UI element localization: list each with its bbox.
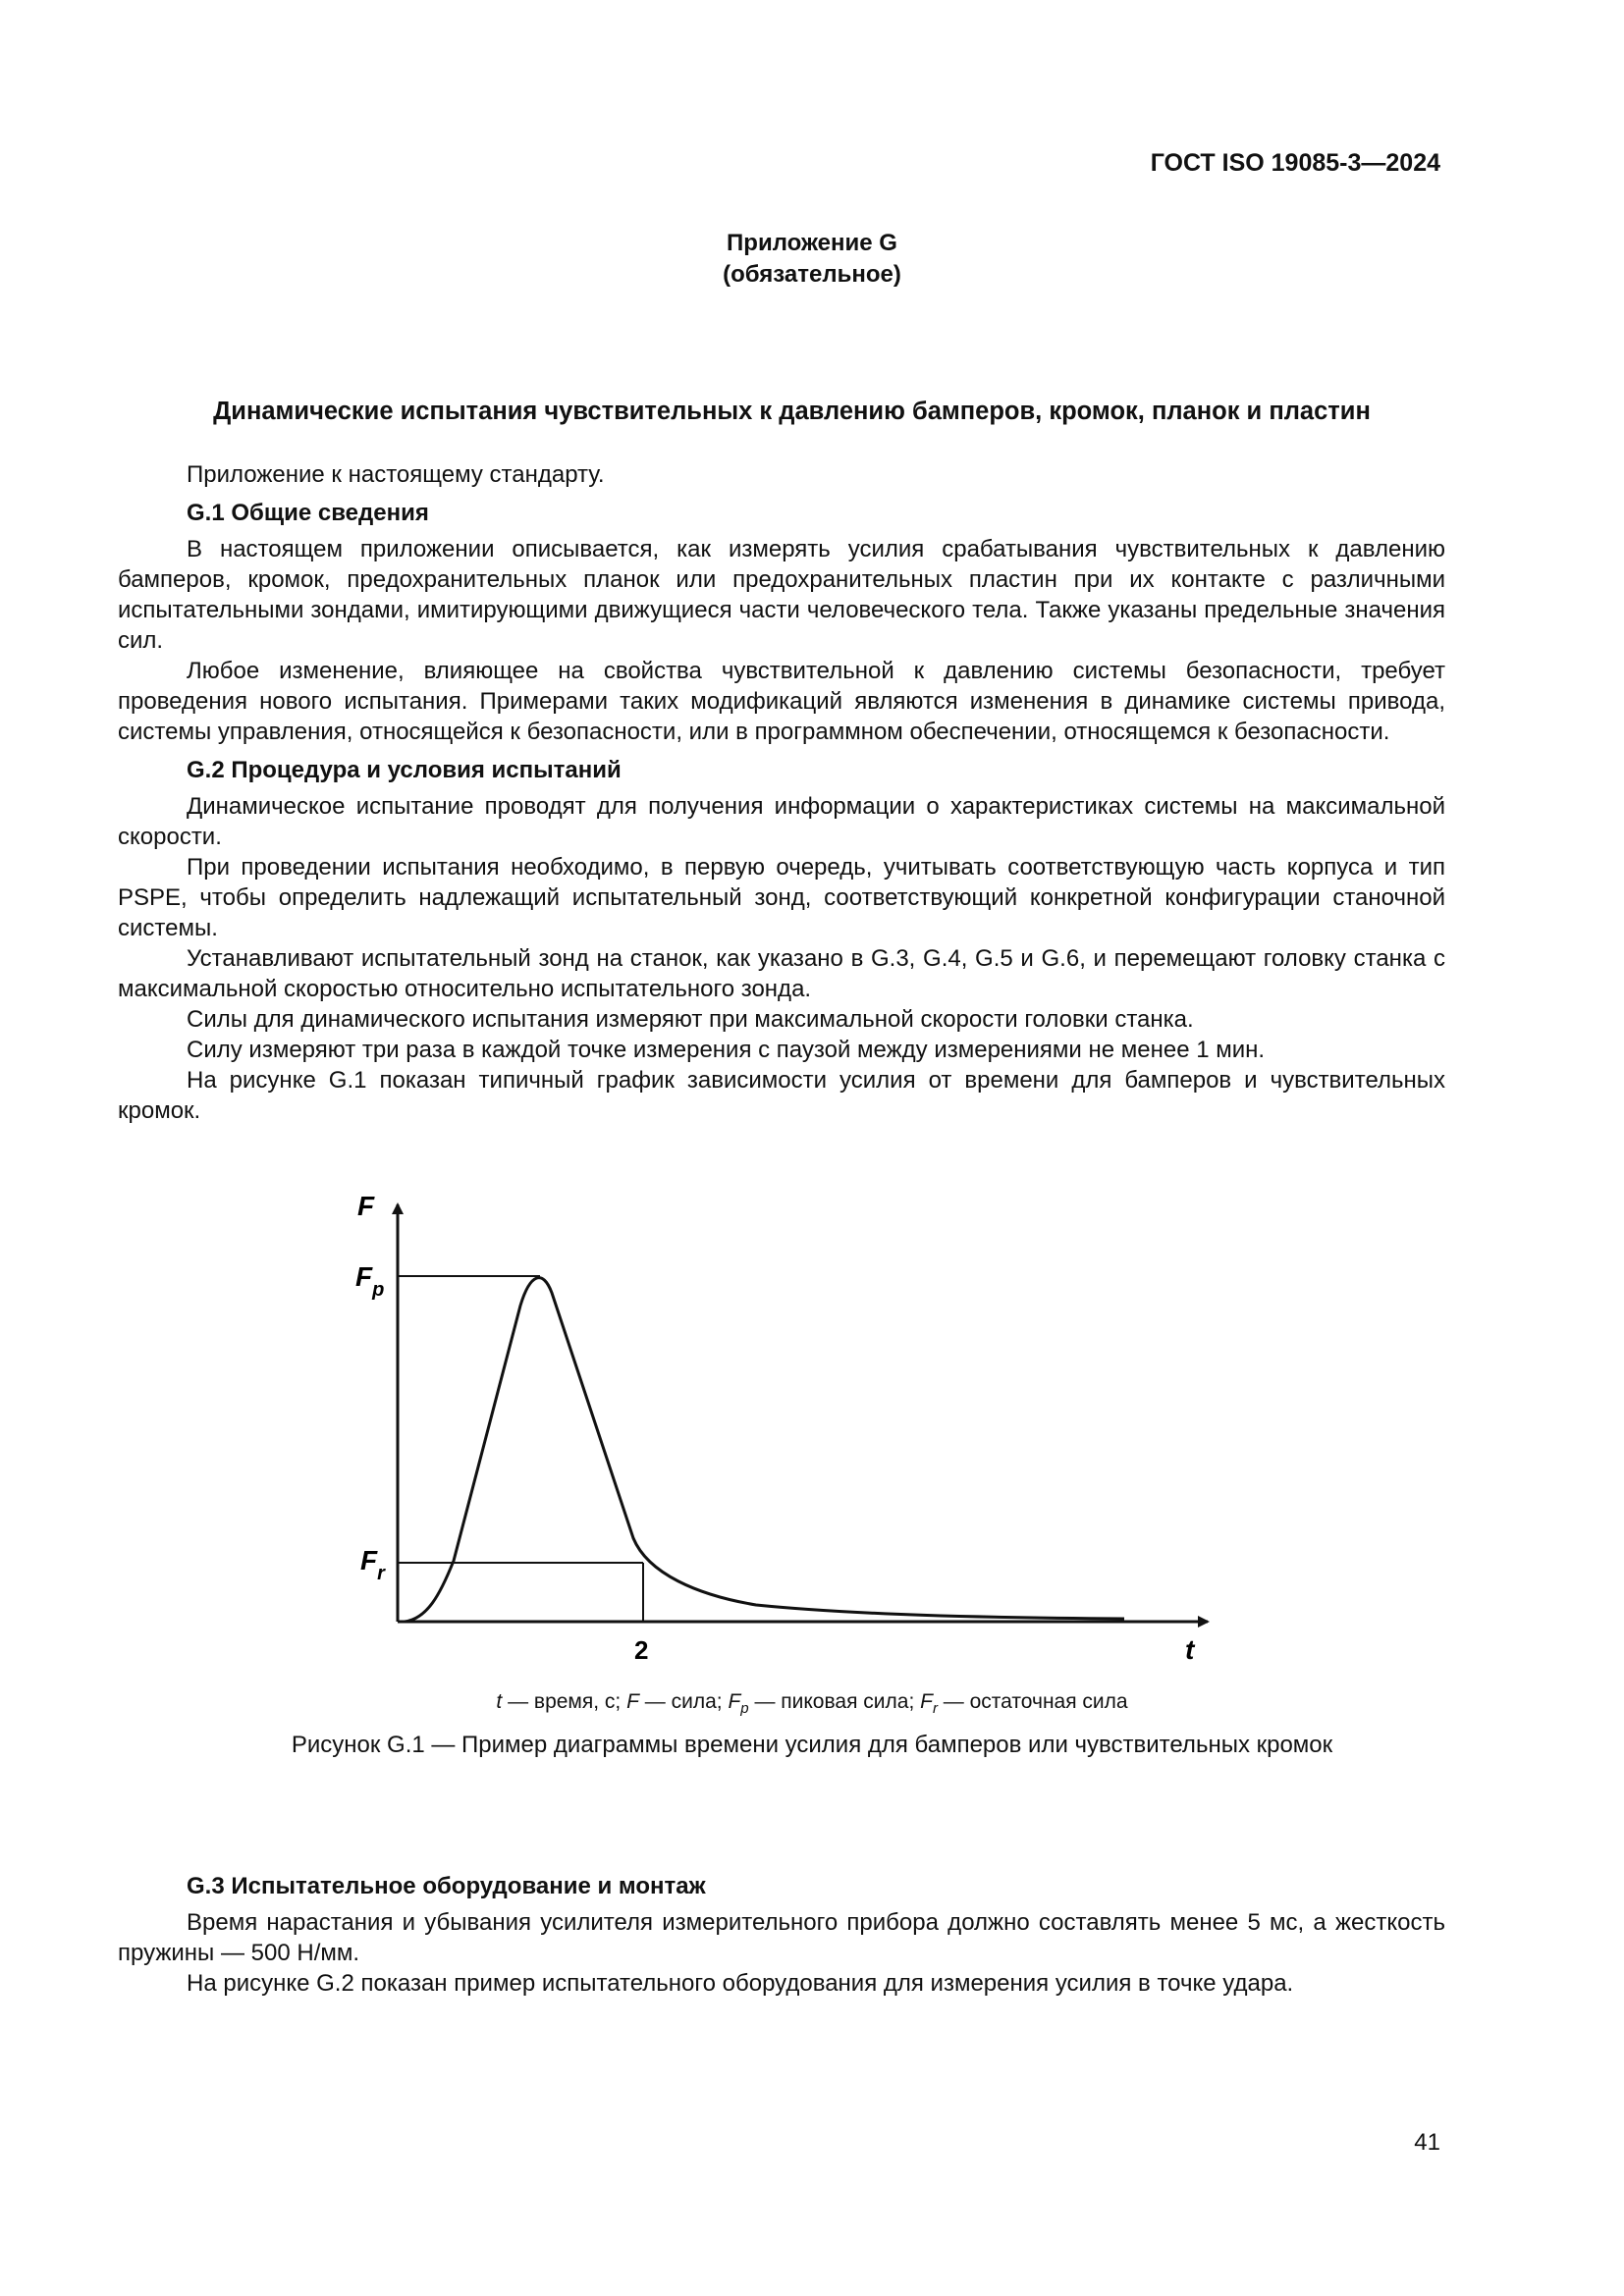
g2-heading: G.2 Процедура и условия испытаний bbox=[187, 757, 622, 783]
g2-paragraph-1: Динамическое испытание проводят для получения информации о характеристиках системы на максимальной скорости. bbox=[118, 793, 1445, 850]
g3-paragraph-1: Время нарастания и убывания усилителя измерительного прибора должно составлять менее 5 мс, а жесткость пружины — 500 Н/мм. bbox=[118, 1909, 1445, 1966]
key-fr-symbol: F bbox=[920, 1690, 933, 1713]
fp-label bbox=[355, 1261, 384, 1301]
fp-label-main: F bbox=[355, 1261, 373, 1292]
force-time-figure bbox=[344, 1183, 1227, 1693]
key-fp-sub: p bbox=[740, 1700, 749, 1718]
g2-paragraph-6: На рисунке G.1 показан типичный график зависимости усилия от времени для бамперов и чувствительных кромок. bbox=[118, 1067, 1445, 1124]
key-fp-text: — пиковая сила; bbox=[748, 1690, 921, 1713]
key-t-text: — время, с; bbox=[502, 1690, 627, 1713]
fr-label bbox=[360, 1545, 386, 1584]
annex-status: (обязательное) bbox=[723, 261, 901, 288]
fp-label-sub: p bbox=[372, 1279, 385, 1301]
g2-paragraph-3: Устанавливают испытательный зонд на станок, как указано в G.3, G.4, G.5 и G.6, и перемещают головку станка с максимальной скоростью относительно испытательного зонда. bbox=[118, 945, 1445, 1002]
standard-header: ГОСТ ISO 19085-3—2024 bbox=[1150, 149, 1440, 177]
key-t-symbol: t bbox=[496, 1690, 503, 1713]
body-block-2 bbox=[118, 1863, 1445, 1999]
intro-paragraph: Приложение к настоящему стандарту. bbox=[187, 461, 605, 488]
key-fr-sub: r bbox=[932, 1700, 938, 1718]
g3-paragraph-2: На рисунке G.2 показан пример испытательного оборудования для измерения усилия в точке удара. bbox=[187, 1970, 1294, 1997]
g2-paragraph-4: Силы для динамического испытания измеряют при максимальной скорости головки станка. bbox=[187, 1006, 1194, 1033]
g2-paragraph-2: При проведении испытания необходимо, в первую очередь, учитывать соответствующую часть корпуса и тип PSPE, чтобы определить надлежащий испытательный зонд, соответствующий конкретной конфигурации станочной системы. bbox=[118, 854, 1445, 941]
force-curve bbox=[405, 1278, 1124, 1622]
x-tick-label: 2 bbox=[634, 1635, 649, 1665]
key-fr-text: — остаточная сила bbox=[937, 1690, 1128, 1713]
body-block-1 bbox=[118, 459, 1445, 1126]
figure-title: Рисунок G.1 — Пример диаграммы времени усилия для бамперов или чувствительных кромок bbox=[291, 1732, 1333, 1758]
g3-heading: G.3 Испытательное оборудование и монтаж bbox=[187, 1873, 706, 1899]
key-f-symbol: F bbox=[626, 1690, 639, 1713]
fr-label-main: F bbox=[360, 1545, 378, 1575]
g1-heading: G.1 Общие сведения bbox=[187, 500, 429, 526]
g2-paragraph-5: Силу измеряют три раза в каждой точке измерения с паузой между измерениями не менее 1 мин. bbox=[187, 1037, 1266, 1063]
key-f-text: — сила; bbox=[638, 1690, 729, 1713]
g1-paragraph-1: В настоящем приложении описывается, как измерять усилия срабатывания чувствительных к давлению бамперов, кромок, предохранительных планок или предохранительных пластин при их контакте с различными испытательными зондами, имитирующими движущиеся части человеческого тела. Также указаны предельные значения сил. bbox=[118, 536, 1445, 654]
key-fp-symbol: F bbox=[728, 1690, 741, 1713]
x-axis-label: t bbox=[1185, 1634, 1195, 1665]
annex-heading bbox=[0, 228, 1624, 291]
section-title: Динамические испытания чувствительных к давлению бамперов, кромок, планок и пластин bbox=[213, 398, 1371, 425]
y-axis-label: F bbox=[357, 1191, 375, 1221]
annex-title: Приложение G bbox=[727, 230, 897, 256]
g1-paragraph-2: Любое изменение, влияющее на свойства чувствительной к давлению системы безопасности, требует проведения нового испытания. Примерами таких модификаций являются изменения в динамике системы привода, системы управления, относящейся к безопасности, или в программном обеспечении, относящемся к безопасности. bbox=[118, 658, 1445, 745]
force-time-diagram bbox=[344, 1183, 1227, 1693]
fr-label-sub: r bbox=[377, 1563, 385, 1584]
page-number: 41 bbox=[1414, 2129, 1440, 2156]
figure-key bbox=[0, 1690, 1624, 1717]
